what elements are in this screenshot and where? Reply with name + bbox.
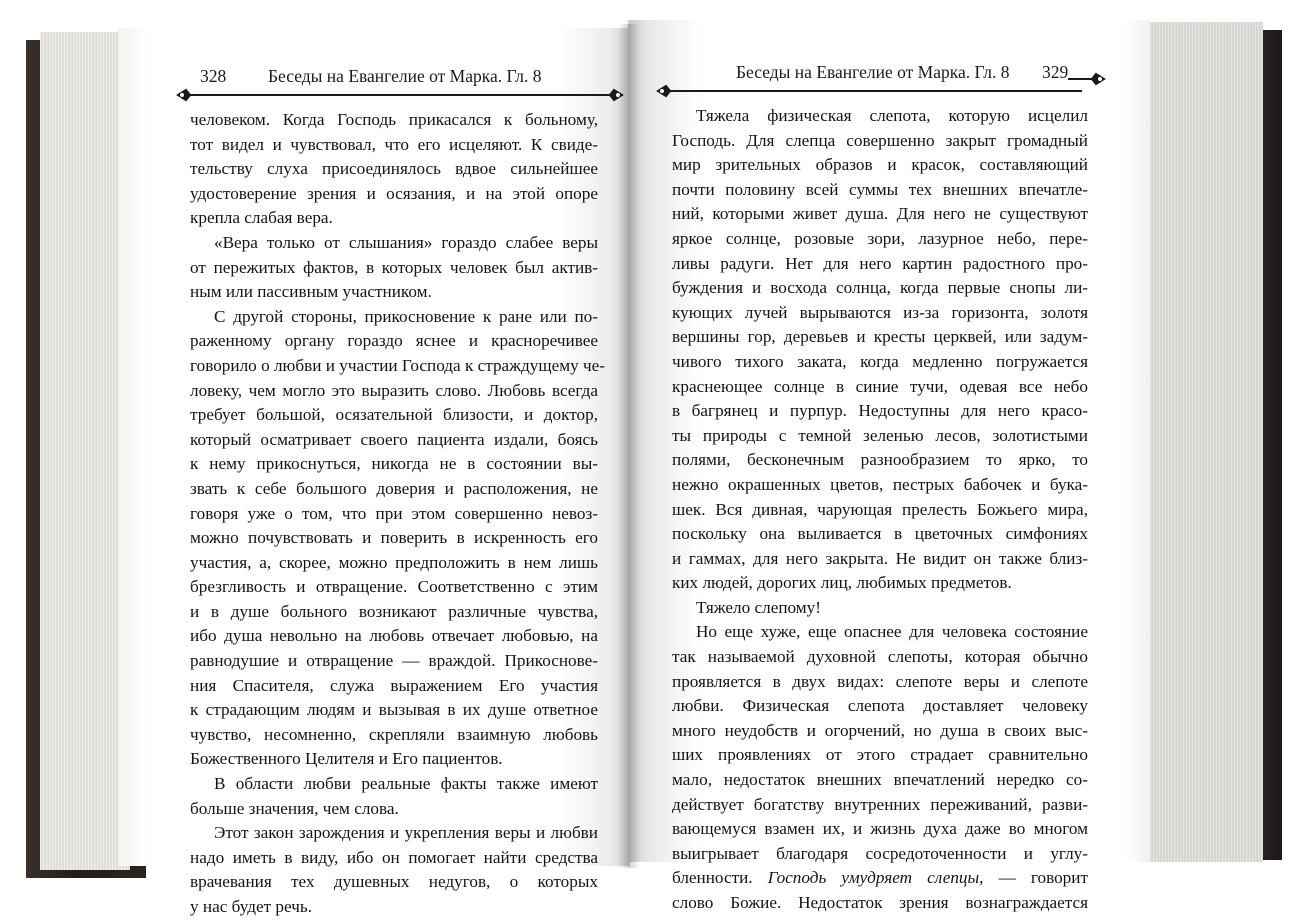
text-line: вающемуся взамен их, и жизнь духа даже во многом	[672, 819, 1088, 839]
text-line: ких людей, дорогих лиц, любимых предметов.	[672, 573, 1012, 593]
right-page	[628, 20, 1150, 912]
page-edges-right	[1138, 22, 1263, 862]
text-line: удостоверение зрения и осязания, и на этой опоре	[190, 183, 598, 203]
text-line: ния Спасителя, служа выражением Его участия	[190, 675, 598, 695]
text-line: человеком. Когда Господь прикасался к больному,	[190, 110, 598, 129]
right-page-body	[672, 104, 1088, 916]
running-head-left: Беседы на Евангелие от Марка. Гл. 8	[268, 66, 542, 86]
text-line: ловеку, чем могло это выразить слово. Любовь всегда	[190, 380, 598, 400]
text-line: Тяжела физическая слепота, которую исцелил	[696, 106, 1088, 125]
text-line: в багрянец и пурпур. Недоступны для него красо-	[672, 401, 1088, 421]
text-line: так называемой духовной слепоты, которая обычно	[672, 647, 1088, 667]
text-line: буждения и восхода солнца, когда первые снопы ли-	[672, 278, 1088, 298]
text-line: вершины гор, деревьев и кресты церквей, или задум-	[672, 327, 1088, 347]
text-line: тот видел и чувствовал, что его исцеляют. К свиде-	[190, 134, 598, 154]
text-line: кующих лучей вырываются из-за горизонта, золотя	[672, 302, 1088, 322]
text-line: мало, недостаток внешних впечатлений нередко со-	[672, 770, 1088, 790]
left-page	[118, 28, 630, 916]
text-line: Божественного Целителя и Его пациентов.	[190, 749, 503, 769]
text-line: ным или пассивным участником.	[190, 282, 432, 302]
text-line: проявляется в двух видах: слепоте веры и слепоте	[672, 671, 1088, 691]
text-line: крепла слабая вера.	[190, 208, 333, 228]
text-line: ний, которыми живет душа. Для него не существуют	[672, 204, 1088, 224]
text-line: от пережитых фактов, в которых человек был актив-	[190, 257, 598, 277]
page-number-left: 328	[200, 66, 227, 86]
text-line: действует богатству внутренних переживаний, разви-	[672, 794, 1088, 814]
text-line: брезгливость и отвращение. Соответственно с этим	[190, 577, 598, 597]
book-gutter	[618, 24, 640, 868]
ornament-icon	[1066, 72, 1106, 86]
text-line: бленности. Господь умудряет слепцы, — говорит	[672, 868, 1088, 888]
text-line: ливы радуги. Нет для него картин радостного про-	[672, 253, 1088, 273]
running-head-right: Беседы на Евангелие от Марка. Гл. 8	[736, 62, 1010, 82]
text-line: чивого тихого заката, когда медленно погружается	[672, 351, 1088, 371]
text-line: и в душе больного возникают различные чувства,	[190, 601, 598, 621]
text-line: к нему прикоснуться, никогда не в состоянии вы-	[190, 454, 598, 474]
text-line: выигрывает благодаря сосредоточенности и углу-	[672, 843, 1088, 863]
text-line: больше значения, чем слова.	[190, 798, 399, 818]
text-line: шек. Вся дивная, чарующая прелесть Божьего мира,	[672, 499, 1088, 519]
text-line: надо иметь в виду, ибо он помогает найти средства	[190, 847, 598, 867]
text-line: Этот закон зарождения и укрепления веры и любви	[214, 823, 598, 843]
text-line: к страдающим людям и вызывая в их душе ответное	[190, 700, 598, 720]
text-line: тельству слуха присоединялось вдвое сильнейшее	[190, 159, 598, 179]
text-line: «Вера только от слышания» гораздо слабее веры	[214, 232, 598, 252]
text-line: можно почувствовать и поверить в искренность его	[190, 528, 598, 548]
text-line: и гаммах, для него закрыта. Не видит он также близ-	[672, 548, 1088, 568]
text-line: чувство, несомненно, скрепляли взаимную любовь	[190, 724, 598, 744]
header-rule-right	[668, 90, 1082, 92]
text-line: звать к себе большого доверия и расположения, не	[190, 478, 598, 498]
text-line: у нас будет речь.	[190, 897, 312, 916]
text-line: раженному органу гораздо яснее и красноречивее	[190, 331, 598, 351]
text-line: требует большой, осязательной близости, и доктор,	[190, 405, 598, 425]
text-line: В области любви реальные факты также имеют	[214, 774, 598, 794]
page-edges-left	[40, 32, 130, 870]
text-line: равнодушие и отвращение — враждой. Прикоснове-	[190, 651, 598, 671]
text-line: врачевания тех душевных недугов, о которых	[190, 872, 598, 892]
text-line: яркое солнце, розовые зори, лазурное небо, пере-	[672, 228, 1088, 248]
text-line: Господь. Для слепца совершенно закрыт громадный	[672, 130, 1088, 150]
text-line: почти половину всей суммы тех внешних впечатле-	[672, 179, 1088, 199]
text-line: полями, бесконечным разнообразием то ярко, то	[672, 450, 1088, 470]
text-line: говорило о любви и участии Господа к страждущему че-	[190, 355, 606, 375]
text-line: участия, а, скорее, можно предположить в нем лишь	[190, 552, 598, 572]
text-line: краснеющее солнце в синие тучи, одевая все небо	[672, 376, 1088, 396]
ornament-icon	[176, 88, 216, 102]
text-line: нежно окрашенных цветов, пестрых бабочек и бука-	[672, 474, 1088, 494]
text-line: С другой стороны, прикосновение к ране или по-	[214, 306, 598, 326]
ornament-icon	[656, 84, 696, 98]
left-page-body	[190, 108, 606, 920]
text-line: ибо душа невольно на любовь отвечает любовью, на	[190, 626, 598, 646]
text-line: говоря уже о том, что при этом совершенно невоз-	[190, 503, 598, 523]
text-line: поскольку она выливается в цветочных симфониях	[672, 524, 1088, 544]
text-line: который осматривает своего пациента издали, боясь	[190, 429, 598, 449]
text-line: слово Божие. Недостаток зрения вознаграждается	[672, 893, 1088, 912]
text-line: любви. Физическая слепота доставляет человеку	[672, 696, 1088, 716]
text-line: ты природы с темной зеленью лесов, золотистыми	[672, 425, 1088, 445]
text-line: Но еще хуже, еще опаснее для человека состояние	[696, 622, 1088, 642]
header-rule-left	[188, 94, 600, 96]
text-line: ших проявлениях от этого страдает сравнительно	[672, 745, 1088, 765]
page-number-right: 329	[1042, 62, 1069, 82]
text-line: мир зрительных образов и красок, составляющий	[672, 155, 1088, 175]
text-line: много неудобств и огорчений, но душа в своих выс-	[672, 720, 1088, 740]
text-line: Тяжело слепому!	[696, 597, 821, 617]
